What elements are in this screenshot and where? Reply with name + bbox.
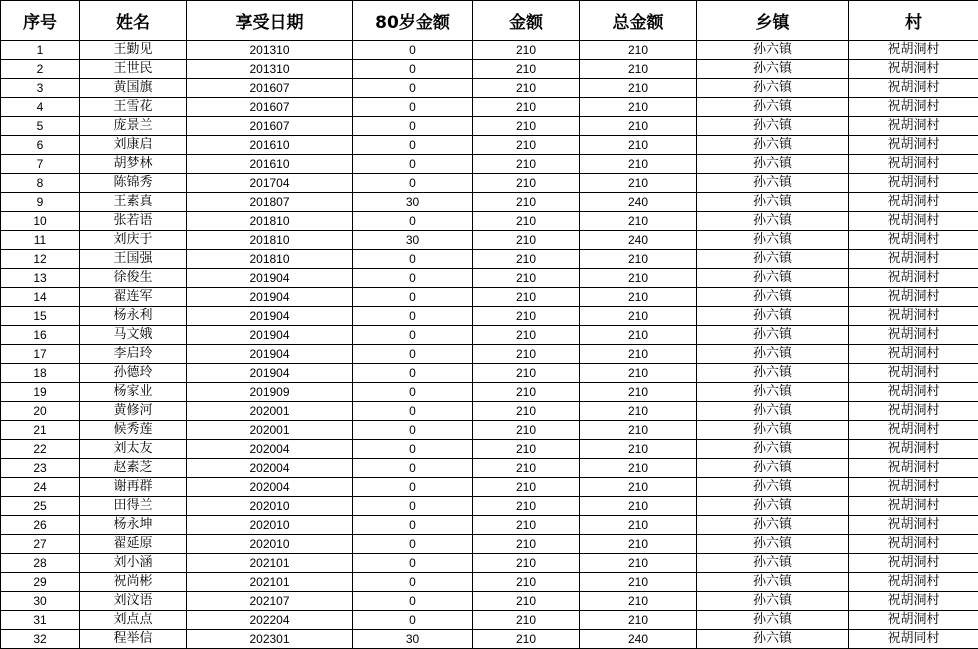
cell-name: 王世民 [80, 60, 187, 79]
cell-serial: 27 [1, 535, 80, 554]
table-row [1, 231, 978, 250]
cell-total-amount: 210 [580, 611, 697, 630]
cell-village: 祝胡洞村 [849, 250, 978, 269]
cell-town: 孙六镇 [697, 497, 849, 516]
cell-village: 祝胡洞村 [849, 79, 978, 98]
cell-name: 张若语 [80, 212, 187, 231]
header-town: 乡镇 [697, 1, 849, 41]
cell-start-date: 202101 [187, 573, 353, 592]
cell-80-amount: 0 [353, 269, 473, 288]
cell-total-amount: 210 [580, 326, 697, 345]
cell-village: 祝胡洞村 [849, 459, 978, 478]
cell-80-amount: 0 [353, 611, 473, 630]
cell-serial: 29 [1, 573, 80, 592]
cell-name: 翟延原 [80, 535, 187, 554]
cell-name: 王勤见 [80, 41, 187, 60]
table-row [1, 592, 978, 611]
cell-serial: 26 [1, 516, 80, 535]
table-row [1, 136, 978, 155]
cell-town: 孙六镇 [697, 41, 849, 60]
table-row [1, 174, 978, 193]
cell-amount: 210 [473, 573, 580, 592]
cell-total-amount: 210 [580, 41, 697, 60]
cell-amount: 210 [473, 326, 580, 345]
table-row [1, 402, 978, 421]
cell-80-amount: 0 [353, 98, 473, 117]
cell-town: 孙六镇 [697, 364, 849, 383]
cell-amount: 210 [473, 307, 580, 326]
cell-serial: 1 [1, 41, 80, 60]
cell-amount: 210 [473, 193, 580, 212]
cell-name: 杨永坤 [80, 516, 187, 535]
cell-village: 祝胡洞村 [849, 41, 978, 60]
cell-amount: 210 [473, 440, 580, 459]
table-row [1, 307, 978, 326]
cell-total-amount: 210 [580, 136, 697, 155]
cell-town: 孙六镇 [697, 174, 849, 193]
cell-total-amount: 210 [580, 174, 697, 193]
header-village: 村 [849, 1, 978, 41]
cell-amount: 210 [473, 630, 580, 649]
cell-name: 刘太友 [80, 440, 187, 459]
cell-town: 孙六镇 [697, 592, 849, 611]
cell-80-amount: 0 [353, 383, 473, 402]
cell-start-date: 201310 [187, 60, 353, 79]
cell-serial: 6 [1, 136, 80, 155]
cell-80-amount: 0 [353, 326, 473, 345]
cell-village: 祝胡洞村 [849, 611, 978, 630]
table-row [1, 478, 978, 497]
cell-serial: 12 [1, 250, 80, 269]
cell-start-date: 202301 [187, 630, 353, 649]
cell-town: 孙六镇 [697, 516, 849, 535]
cell-village: 祝胡洞村 [849, 326, 978, 345]
cell-total-amount: 240 [580, 630, 697, 649]
cell-80-amount: 0 [353, 421, 473, 440]
cell-town: 孙六镇 [697, 478, 849, 497]
cell-serial: 4 [1, 98, 80, 117]
cell-serial: 16 [1, 326, 80, 345]
cell-serial: 11 [1, 231, 80, 250]
cell-80-amount: 0 [353, 459, 473, 478]
cell-name: 庞景兰 [80, 117, 187, 136]
cell-amount: 210 [473, 117, 580, 136]
cell-80-amount: 0 [353, 117, 473, 136]
cell-serial: 19 [1, 383, 80, 402]
cell-amount: 210 [473, 459, 580, 478]
cell-name: 谢再群 [80, 478, 187, 497]
cell-village: 祝胡洞村 [849, 421, 978, 440]
cell-start-date: 201904 [187, 288, 353, 307]
cell-name: 黄修河 [80, 402, 187, 421]
cell-village: 祝胡洞村 [849, 288, 978, 307]
cell-total-amount: 240 [580, 193, 697, 212]
cell-start-date: 201904 [187, 345, 353, 364]
table-row [1, 421, 978, 440]
cell-amount: 210 [473, 497, 580, 516]
cell-village: 祝胡洞村 [849, 573, 978, 592]
cell-start-date: 201607 [187, 117, 353, 136]
cell-village: 祝胡洞村 [849, 193, 978, 212]
cell-total-amount: 210 [580, 554, 697, 573]
cell-name: 杨永利 [80, 307, 187, 326]
cell-town: 孙六镇 [697, 269, 849, 288]
cell-village: 祝胡洞村 [849, 497, 978, 516]
table-row [1, 459, 978, 478]
cell-80-amount: 0 [353, 535, 473, 554]
cell-total-amount: 210 [580, 117, 697, 136]
cell-town: 孙六镇 [697, 345, 849, 364]
header-serial: 序号 [1, 1, 80, 41]
table-row [1, 79, 978, 98]
cell-serial: 30 [1, 592, 80, 611]
cell-amount: 210 [473, 155, 580, 174]
cell-village: 祝胡洞村 [849, 440, 978, 459]
cell-start-date: 202204 [187, 611, 353, 630]
cell-town: 孙六镇 [697, 136, 849, 155]
cell-name: 刘点点 [80, 611, 187, 630]
cell-start-date: 202001 [187, 402, 353, 421]
cell-start-date: 202004 [187, 478, 353, 497]
cell-amount: 210 [473, 478, 580, 497]
cell-80-amount: 0 [353, 155, 473, 174]
cell-serial: 7 [1, 155, 80, 174]
cell-start-date: 202010 [187, 497, 353, 516]
cell-start-date: 202004 [187, 459, 353, 478]
cell-town: 孙六镇 [697, 98, 849, 117]
cell-80-amount: 0 [353, 136, 473, 155]
cell-village: 祝胡洞村 [849, 402, 978, 421]
cell-total-amount: 210 [580, 497, 697, 516]
cell-town: 孙六镇 [697, 212, 849, 231]
cell-town: 孙六镇 [697, 288, 849, 307]
cell-serial: 10 [1, 212, 80, 231]
table-row [1, 250, 978, 269]
cell-town: 孙六镇 [697, 421, 849, 440]
cell-serial: 14 [1, 288, 80, 307]
cell-village: 祝胡洞村 [849, 98, 978, 117]
cell-total-amount: 210 [580, 440, 697, 459]
cell-80-amount: 0 [353, 592, 473, 611]
table-row [1, 98, 978, 117]
cell-amount: 210 [473, 41, 580, 60]
cell-name: 刘康启 [80, 136, 187, 155]
table-row [1, 497, 978, 516]
cell-total-amount: 210 [580, 98, 697, 117]
cell-town: 孙六镇 [697, 231, 849, 250]
cell-town: 孙六镇 [697, 79, 849, 98]
cell-amount: 210 [473, 345, 580, 364]
cell-amount: 210 [473, 611, 580, 630]
cell-total-amount: 210 [580, 269, 697, 288]
cell-village: 祝胡洞村 [849, 516, 978, 535]
cell-serial: 18 [1, 364, 80, 383]
cell-amount: 210 [473, 592, 580, 611]
cell-total-amount: 210 [580, 592, 697, 611]
cell-start-date: 202004 [187, 440, 353, 459]
cell-start-date: 201704 [187, 174, 353, 193]
cell-start-date: 202101 [187, 554, 353, 573]
cell-village: 祝胡洞村 [849, 60, 978, 79]
cell-town: 孙六镇 [697, 573, 849, 592]
cell-start-date: 202001 [187, 421, 353, 440]
table-row [1, 364, 978, 383]
cell-start-date: 201610 [187, 155, 353, 174]
cell-name: 陈锦秀 [80, 174, 187, 193]
cell-amount: 210 [473, 250, 580, 269]
cell-name: 刘汶语 [80, 592, 187, 611]
header-amount: 金额 [473, 1, 580, 41]
cell-town: 孙六镇 [697, 155, 849, 174]
cell-village: 祝胡洞村 [849, 345, 978, 364]
table-row [1, 193, 978, 212]
cell-start-date: 201904 [187, 326, 353, 345]
cell-start-date: 201909 [187, 383, 353, 402]
cell-total-amount: 210 [580, 535, 697, 554]
cell-town: 孙六镇 [697, 193, 849, 212]
cell-village: 祝胡洞村 [849, 535, 978, 554]
cell-town: 孙六镇 [697, 307, 849, 326]
cell-town: 孙六镇 [697, 459, 849, 478]
cell-name: 候秀莲 [80, 421, 187, 440]
table-row [1, 345, 978, 364]
table-row [1, 573, 978, 592]
cell-serial: 22 [1, 440, 80, 459]
cell-name: 刘小涵 [80, 554, 187, 573]
cell-serial: 24 [1, 478, 80, 497]
table-row [1, 630, 978, 649]
table-row [1, 41, 978, 60]
table-row [1, 212, 978, 231]
cell-80-amount: 0 [353, 307, 473, 326]
cell-80-amount: 0 [353, 41, 473, 60]
cell-name: 李启玲 [80, 345, 187, 364]
cell-amount: 210 [473, 535, 580, 554]
cell-village: 祝胡洞村 [849, 136, 978, 155]
cell-name: 翟连军 [80, 288, 187, 307]
cell-amount: 210 [473, 554, 580, 573]
cell-serial: 21 [1, 421, 80, 440]
table-row [1, 326, 978, 345]
cell-name: 祝尚彬 [80, 573, 187, 592]
cell-80-amount: 0 [353, 516, 473, 535]
cell-amount: 210 [473, 231, 580, 250]
cell-amount: 210 [473, 516, 580, 535]
cell-80-amount: 0 [353, 478, 473, 497]
cell-name: 黄国旗 [80, 79, 187, 98]
cell-village: 祝胡洞村 [849, 174, 978, 193]
cell-total-amount: 210 [580, 345, 697, 364]
cell-start-date: 201607 [187, 79, 353, 98]
cell-village: 祝胡洞村 [849, 269, 978, 288]
cell-town: 孙六镇 [697, 611, 849, 630]
header-row [1, 1, 978, 41]
header-name: 姓名 [80, 1, 187, 41]
cell-start-date: 201810 [187, 231, 353, 250]
table-row [1, 117, 978, 136]
cell-name: 刘庆于 [80, 231, 187, 250]
cell-80-amount: 0 [353, 288, 473, 307]
table-row [1, 440, 978, 459]
cell-village: 祝胡洞村 [849, 383, 978, 402]
cell-start-date: 202107 [187, 592, 353, 611]
cell-name: 徐俊生 [80, 269, 187, 288]
cell-total-amount: 210 [580, 79, 697, 98]
cell-village: 祝胡洞村 [849, 231, 978, 250]
cell-village: 祝胡洞村 [849, 117, 978, 136]
cell-name: 孙德玲 [80, 364, 187, 383]
cell-serial: 28 [1, 554, 80, 573]
cell-name: 赵素芝 [80, 459, 187, 478]
cell-town: 孙六镇 [697, 383, 849, 402]
table-row [1, 554, 978, 573]
cell-total-amount: 210 [580, 212, 697, 231]
table-row [1, 155, 978, 174]
cell-total-amount: 210 [580, 60, 697, 79]
cell-town: 孙六镇 [697, 402, 849, 421]
cell-start-date: 201807 [187, 193, 353, 212]
cell-amount: 210 [473, 383, 580, 402]
cell-village: 祝胡洞村 [849, 364, 978, 383]
cell-serial: 9 [1, 193, 80, 212]
cell-name: 胡梦林 [80, 155, 187, 174]
cell-start-date: 201904 [187, 364, 353, 383]
cell-serial: 23 [1, 459, 80, 478]
cell-80-amount: 30 [353, 193, 473, 212]
cell-village: 祝胡同村 [849, 630, 978, 649]
cell-amount: 210 [473, 402, 580, 421]
cell-total-amount: 210 [580, 364, 697, 383]
cell-80-amount: 30 [353, 630, 473, 649]
cell-serial: 13 [1, 269, 80, 288]
cell-total-amount: 210 [580, 402, 697, 421]
cell-name: 田得兰 [80, 497, 187, 516]
cell-amount: 210 [473, 136, 580, 155]
cell-village: 祝胡洞村 [849, 212, 978, 231]
cell-80-amount: 0 [353, 79, 473, 98]
cell-start-date: 201607 [187, 98, 353, 117]
cell-town: 孙六镇 [697, 326, 849, 345]
cell-80-amount: 0 [353, 497, 473, 516]
table-row [1, 611, 978, 630]
cell-80-amount: 0 [353, 440, 473, 459]
cell-total-amount: 240 [580, 231, 697, 250]
cell-village: 祝胡洞村 [849, 592, 978, 611]
cell-name: 杨家业 [80, 383, 187, 402]
cell-town: 孙六镇 [697, 535, 849, 554]
table-row [1, 60, 978, 79]
cell-start-date: 201810 [187, 212, 353, 231]
cell-serial: 20 [1, 402, 80, 421]
cell-serial: 15 [1, 307, 80, 326]
cell-total-amount: 210 [580, 383, 697, 402]
header-start-date: 享受日期 [187, 1, 353, 41]
header-total-amount: 总金额 [580, 1, 697, 41]
cell-start-date: 202010 [187, 516, 353, 535]
cell-amount: 210 [473, 421, 580, 440]
cell-80-amount: 0 [353, 554, 473, 573]
cell-name: 王雪花 [80, 98, 187, 117]
header-80-amount: 80岁金额 [353, 1, 473, 41]
cell-town: 孙六镇 [697, 630, 849, 649]
table-row [1, 269, 978, 288]
cell-total-amount: 210 [580, 155, 697, 174]
cell-80-amount: 0 [353, 250, 473, 269]
cell-serial: 8 [1, 174, 80, 193]
cell-amount: 210 [473, 269, 580, 288]
cell-village: 祝胡洞村 [849, 155, 978, 174]
table-body [1, 41, 978, 649]
table-row [1, 288, 978, 307]
cell-start-date: 201610 [187, 136, 353, 155]
cell-total-amount: 210 [580, 421, 697, 440]
cell-serial: 3 [1, 79, 80, 98]
cell-80-amount: 0 [353, 345, 473, 364]
cell-total-amount: 210 [580, 307, 697, 326]
cell-80-amount: 0 [353, 212, 473, 231]
cell-80-amount: 0 [353, 364, 473, 383]
cell-serial: 5 [1, 117, 80, 136]
cell-town: 孙六镇 [697, 554, 849, 573]
cell-village: 祝胡洞村 [849, 478, 978, 497]
cell-start-date: 201904 [187, 307, 353, 326]
cell-80-amount: 30 [353, 231, 473, 250]
cell-amount: 210 [473, 174, 580, 193]
cell-80-amount: 0 [353, 573, 473, 592]
cell-serial: 31 [1, 611, 80, 630]
cell-amount: 210 [473, 79, 580, 98]
cell-name: 王国强 [80, 250, 187, 269]
cell-serial: 17 [1, 345, 80, 364]
cell-start-date: 201904 [187, 269, 353, 288]
cell-amount: 210 [473, 212, 580, 231]
cell-serial: 25 [1, 497, 80, 516]
cell-80-amount: 0 [353, 174, 473, 193]
cell-amount: 210 [473, 98, 580, 117]
cell-name: 马文娥 [80, 326, 187, 345]
cell-amount: 210 [473, 60, 580, 79]
table-row [1, 535, 978, 554]
cell-total-amount: 210 [580, 573, 697, 592]
cell-total-amount: 210 [580, 250, 697, 269]
cell-village: 祝胡洞村 [849, 307, 978, 326]
cell-village: 祝胡洞村 [849, 554, 978, 573]
table-row [1, 516, 978, 535]
cell-town: 孙六镇 [697, 250, 849, 269]
cell-town: 孙六镇 [697, 60, 849, 79]
cell-total-amount: 210 [580, 288, 697, 307]
cell-start-date: 202010 [187, 535, 353, 554]
cell-town: 孙六镇 [697, 440, 849, 459]
cell-name: 程举信 [80, 630, 187, 649]
cell-name: 王素真 [80, 193, 187, 212]
cell-80-amount: 0 [353, 402, 473, 421]
cell-amount: 210 [473, 364, 580, 383]
cell-serial: 2 [1, 60, 80, 79]
cell-serial: 32 [1, 630, 80, 649]
table-row [1, 383, 978, 402]
cell-total-amount: 210 [580, 516, 697, 535]
cell-town: 孙六镇 [697, 117, 849, 136]
cell-total-amount: 210 [580, 459, 697, 478]
cell-start-date: 201810 [187, 250, 353, 269]
cell-80-amount: 0 [353, 60, 473, 79]
cell-start-date: 201310 [187, 41, 353, 60]
cell-amount: 210 [473, 288, 580, 307]
cell-total-amount: 210 [580, 478, 697, 497]
